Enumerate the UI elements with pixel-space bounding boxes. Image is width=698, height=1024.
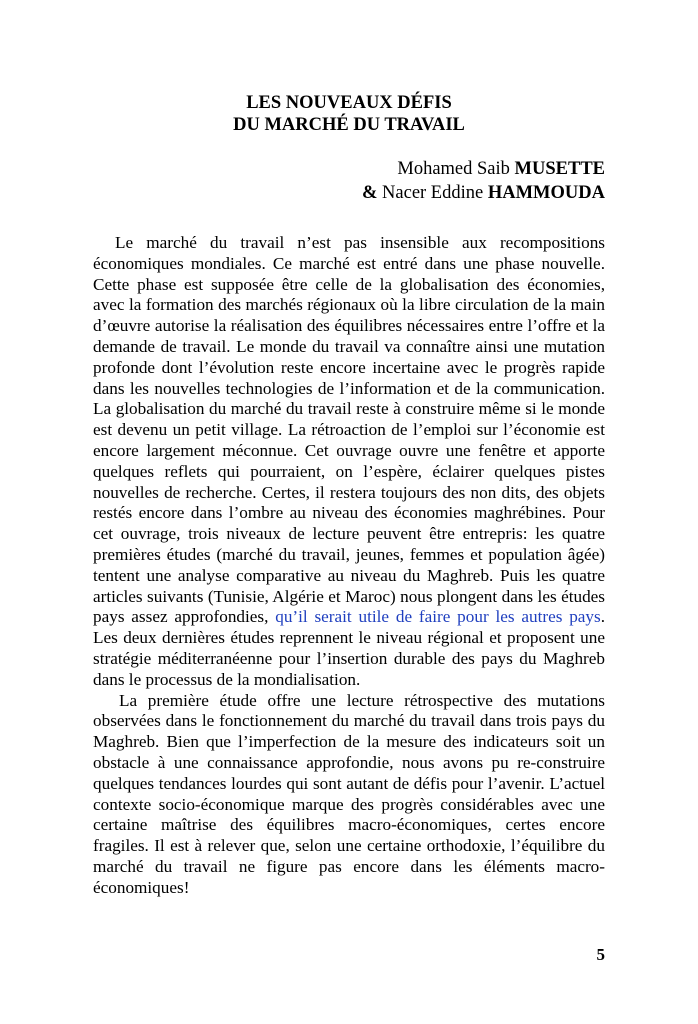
author-2-surname: HAMMOUDA [487,183,605,203]
author-2-given: Nacer Eddine [382,183,488,203]
document-page [93,0,605,1024]
page-number: 5 [596,945,605,964]
author-2-ampersand: & [361,183,383,203]
author-1-surname: MUSETTE [514,159,605,179]
author-1-given: Mohamed Saib [397,159,515,179]
paragraph-1-link[interactable]: qu’il serait utile de faire pour les autres pays [275,607,601,627]
paragraph-1 [93,233,605,691]
title-line-1: LES NOUVEAUX DÉFIS [246,93,452,113]
body-text [93,233,605,899]
paragraph-1-text-end: . Les deux dernières études reprennent le niveau régional et proposent une stratégie méditerranéenne pour l’insertion durable des pays du Maghreb dans le processus de la mondialisation. [93,607,606,689]
title-line-2: DU MARCHÉ DU TRAVAIL [233,115,465,135]
chapter-title [93,92,605,136]
paragraph-2: La première étude offre une lecture rétrospective des mutations observées dans le fonctionnement du marché du travail dans trois pays du Maghreb. Bien que l’imperfection de la mesure des indicateurs soit un obstacle à une connaissance approfondie, nous avons pu re-construire quelques tendances lourdes qui sont autant de défis pour l’avenir. L’actuel contexte socio-économique marque des progrès considérables avec une certaine maîtrise des équilibres macro-économiques, certes encore fragiles. Il est à relever que, selon une certaine orthodoxie, l’équilibre du marché du travail ne figure pas encore dans les éléments macro-économiques! [93,690,605,897]
author-line-2 [93,181,605,205]
author-block [93,157,605,205]
paragraph-1-text-start: Le marché du travail n’est pas insensible aux recompositions économiques mondiales. Ce marché est entré dans une phase nouvelle. Cette phase est supposée être celle de la globalisation des économies, avec la formation des marchés régionaux où la libre circulation de la main d’œuvre autorise la réalisation des équilibres nécessaires entre l’offre et la demande de travail. Le monde du travail va connaître ainsi une mutation profonde dont l’évolution reste encore incertaine avec le progrès rapide dans les nouvelles technologies de l’information et de la communication. La globalisation du marché du travail reste à construire même si le monde est devenu un petit village. La rétroaction de l’emploi sur l’économie est encore largement méconnue. Cet ouvrage ouvre une fenêtre et apporte quelques reflets qui pourraient, on l’espère, éclairer quelques pistes nouvelles de recherche. Certes, il restera toujours des non dits, des objets restés encore dans l’ombre au niveau des économies maghrébines. Pour cet ouvrage, trois niveaux de lecture peuvent être entrepris: les quatre premières études (marché du travail, jeunes, femmes et population âgée) tentent une analyse comparative au niveau du Maghreb. Puis les quatre articles suivants (Tunisie, Algérie et Maroc) nous plongent dans les études pays assez approfondies, [93,233,605,627]
author-line-1 [93,157,605,181]
